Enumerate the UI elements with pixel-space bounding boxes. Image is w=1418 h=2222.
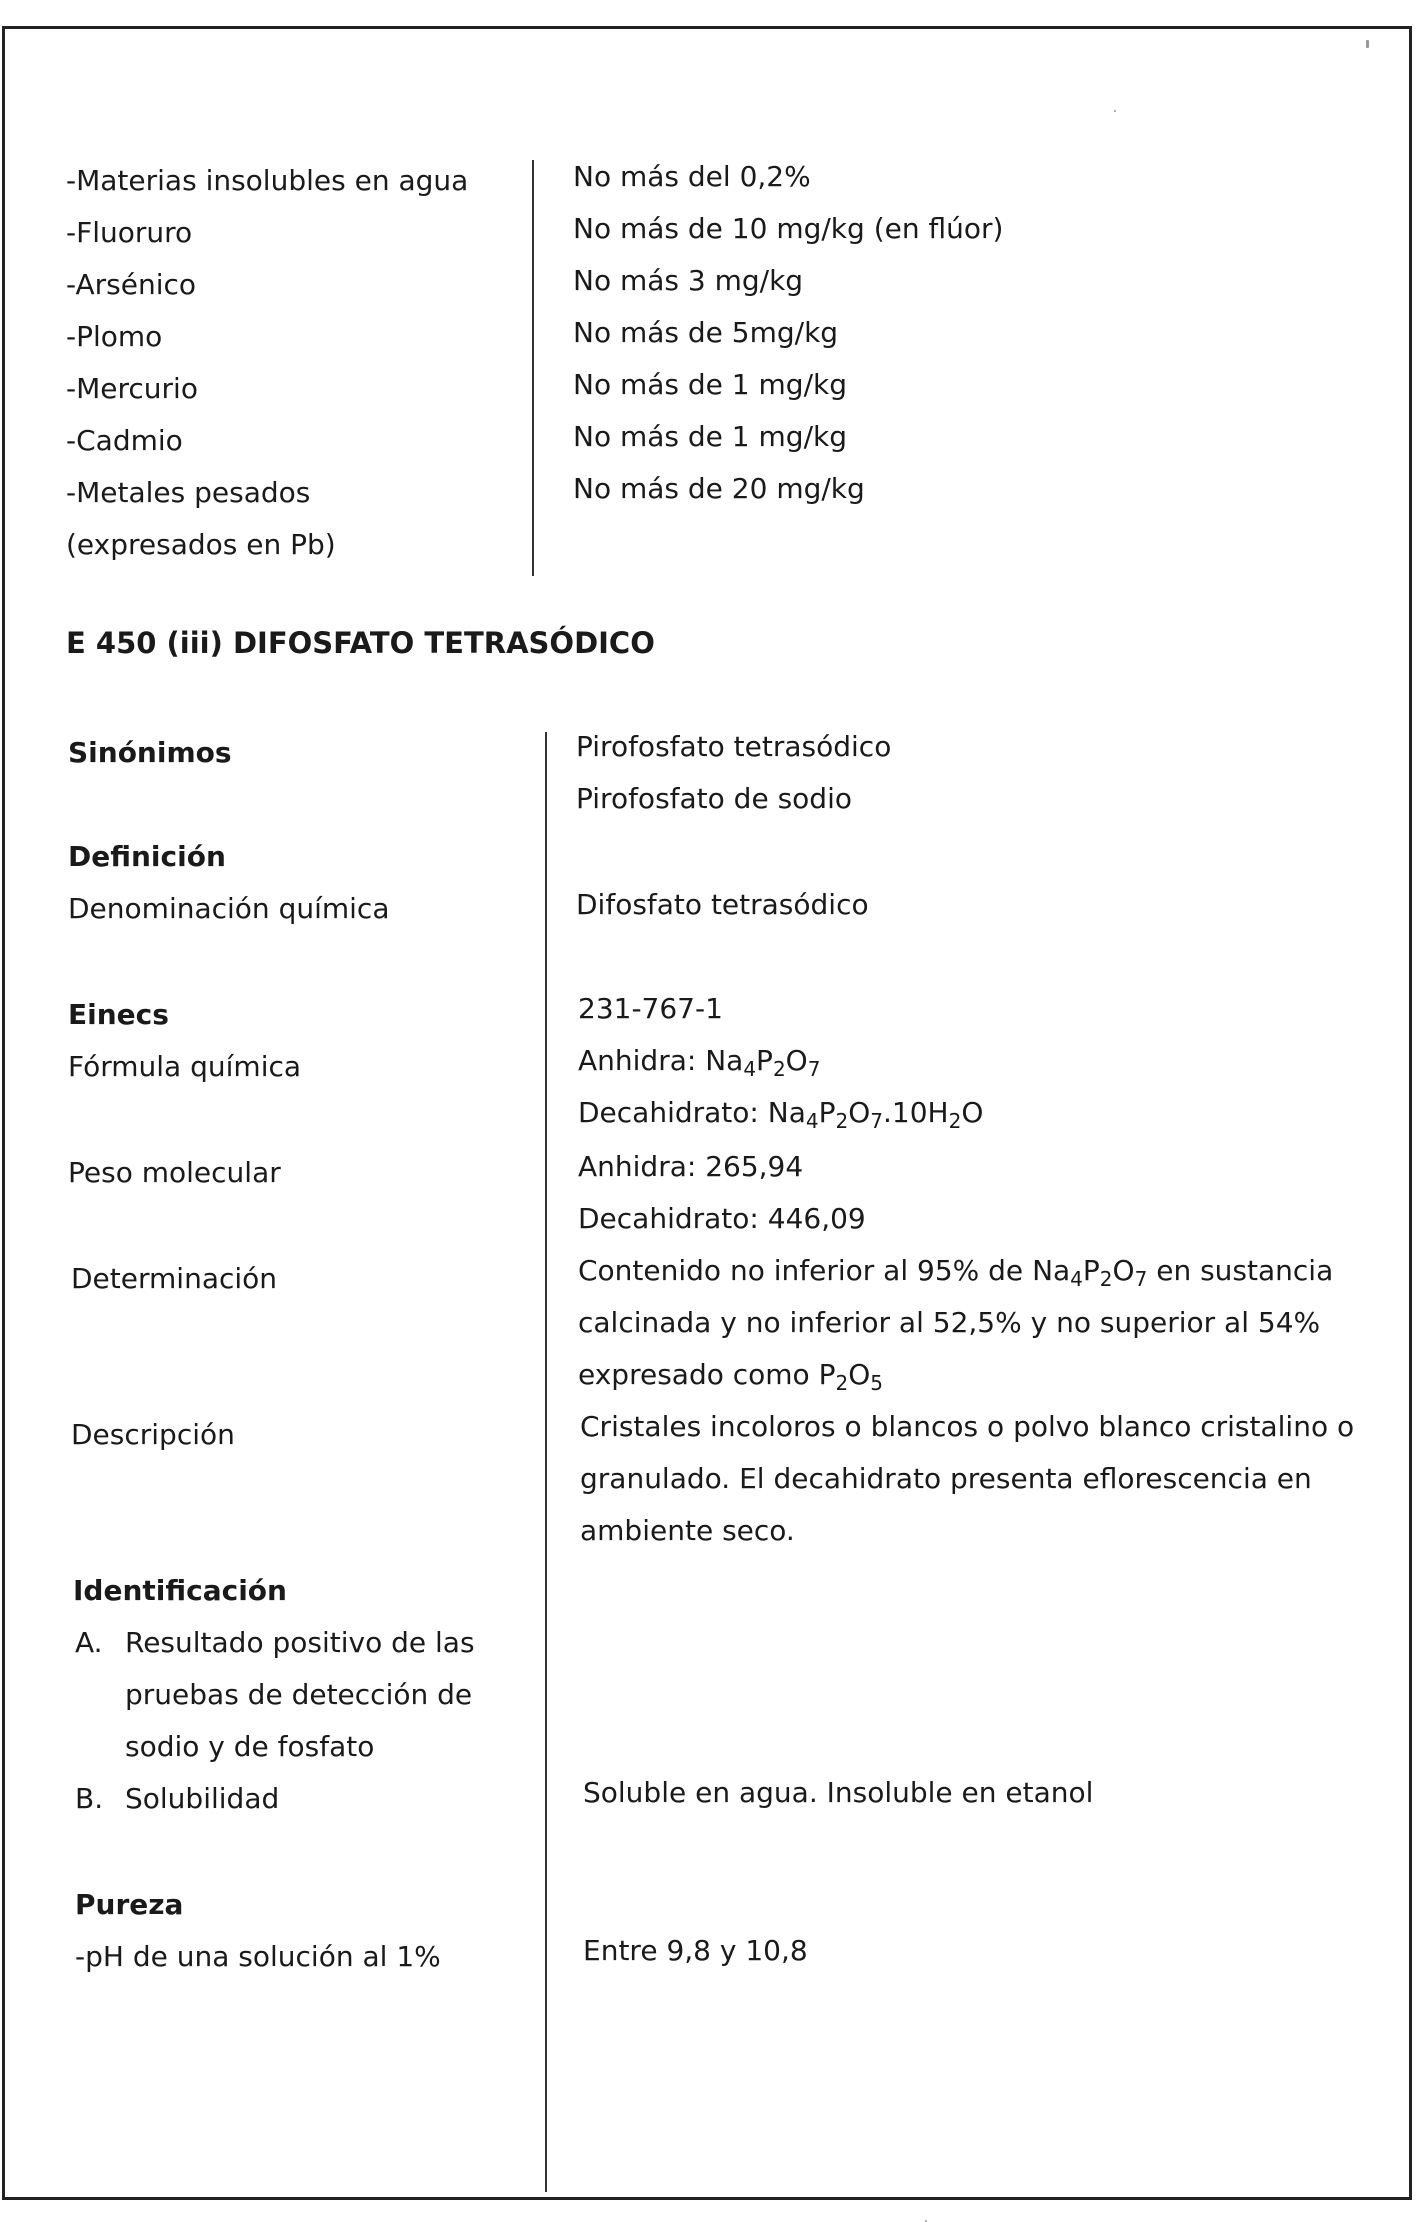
identificacion-label: Identificación [73, 1574, 287, 1607]
denominacion-value: Difosfato tetrasódico [576, 888, 869, 921]
sinonimos-label: Sinónimos [68, 736, 232, 769]
determinacion-line [578, 1254, 1334, 1291]
peso-anhidra: Anhidra: 265,94 [578, 1150, 804, 1183]
purity-value: No más de 1 mg/kg [573, 420, 847, 453]
scan-speck [1366, 40, 1369, 48]
ident-b-marker: B. [75, 1782, 104, 1815]
purity-label: -Fluoruro [66, 216, 193, 249]
ident-a-line: Resultado positivo de las [125, 1626, 475, 1659]
pureza-label: Pureza [75, 1888, 184, 1921]
descripcion-line: granulado. El decahidrato presenta eflorescencia en [580, 1462, 1312, 1495]
determinacion-text: en sustancia [1147, 1254, 1334, 1287]
formula-deca-prefix: Decahidrato: [578, 1096, 768, 1129]
sinonimo-value: Pirofosfato tetrasódico [576, 730, 892, 763]
ident-a-marker: A. [75, 1626, 103, 1659]
definicion-label: Definición [68, 840, 226, 873]
einecs-label: Einecs [68, 998, 169, 1031]
purity-label: -Cadmio [66, 424, 183, 457]
ph-value: Entre 9,8 y 10,8 [583, 1934, 808, 1967]
determinacion-line [578, 1358, 883, 1395]
purity-label: -Plomo [66, 320, 163, 353]
top-table-divider [532, 160, 534, 576]
solubilidad-value: Soluble en agua. Insoluble en etanol [583, 1776, 1094, 1809]
ident-a-line: sodio y de fosfato [125, 1730, 375, 1763]
determinacion-formula: $Na_4P_2O_7$ [1032, 1254, 1148, 1291]
determinacion-text: Contenido no inferior al 95% de [578, 1254, 1033, 1287]
sinonimo-value: Pirofosfato de sodio [576, 782, 852, 815]
spec-table-divider [545, 732, 547, 2192]
purity-value: No más de 5mg/kg [573, 316, 839, 349]
formula-deca [578, 1096, 984, 1133]
peso-label: Peso molecular [68, 1156, 281, 1189]
formula-anhidra [578, 1044, 821, 1081]
formula-deca-value: $Na_4P_2O_7.10H_2O$ [767, 1096, 984, 1133]
purity-value: No más del 0,2% [573, 160, 811, 193]
ph-label: -pH de una solución al 1% [75, 1940, 441, 1973]
section-title: E 450 (iii) DIFOSFATO TETRASÓDICO [66, 626, 655, 660]
peso-deca: Decahidrato: 446,09 [578, 1202, 866, 1235]
determinacion-line: calcinada y no inferior al 52,5% y no superior al 54% [578, 1306, 1321, 1339]
determinacion-text: expresado como [578, 1358, 819, 1391]
purity-value: No más de 1 mg/kg [573, 368, 847, 401]
determinacion-label: Determinación [71, 1262, 278, 1295]
descripcion-line: ambiente seco. [580, 1514, 795, 1547]
purity-label: -Materias insolubles en agua [66, 164, 469, 197]
formula-anhidra-prefix: Anhidra: [578, 1044, 706, 1077]
purity-label: (expresados en Pb) [66, 528, 336, 561]
purity-value: No más de 20 mg/kg [573, 472, 865, 505]
formula-label: Fórmula química [68, 1050, 302, 1083]
denominacion-label: Denominación química [68, 892, 390, 925]
purity-label: -Mercurio [66, 372, 198, 405]
descripcion-label: Descripción [71, 1418, 235, 1451]
ident-b-label: Solubilidad [125, 1782, 280, 1815]
descripcion-line: Cristales incoloros o blancos o polvo blanco cristalino o [580, 1410, 1355, 1443]
determinacion-formula: $P_2O_5$ [818, 1358, 883, 1395]
purity-label: -Arsénico [66, 268, 197, 301]
ident-a-line: pruebas de detección de [125, 1678, 473, 1711]
scan-speck [1114, 110, 1116, 112]
purity-label: -Metales pesados [66, 476, 311, 509]
purity-value: No más de 10 mg/kg (en flúor) [573, 212, 1004, 245]
purity-value: No más 3 mg/kg [573, 264, 804, 297]
formula-anhidra-value: $Na_4P_2O_7$ [705, 1044, 821, 1081]
einecs-value: 231-767-1 [578, 992, 723, 1025]
